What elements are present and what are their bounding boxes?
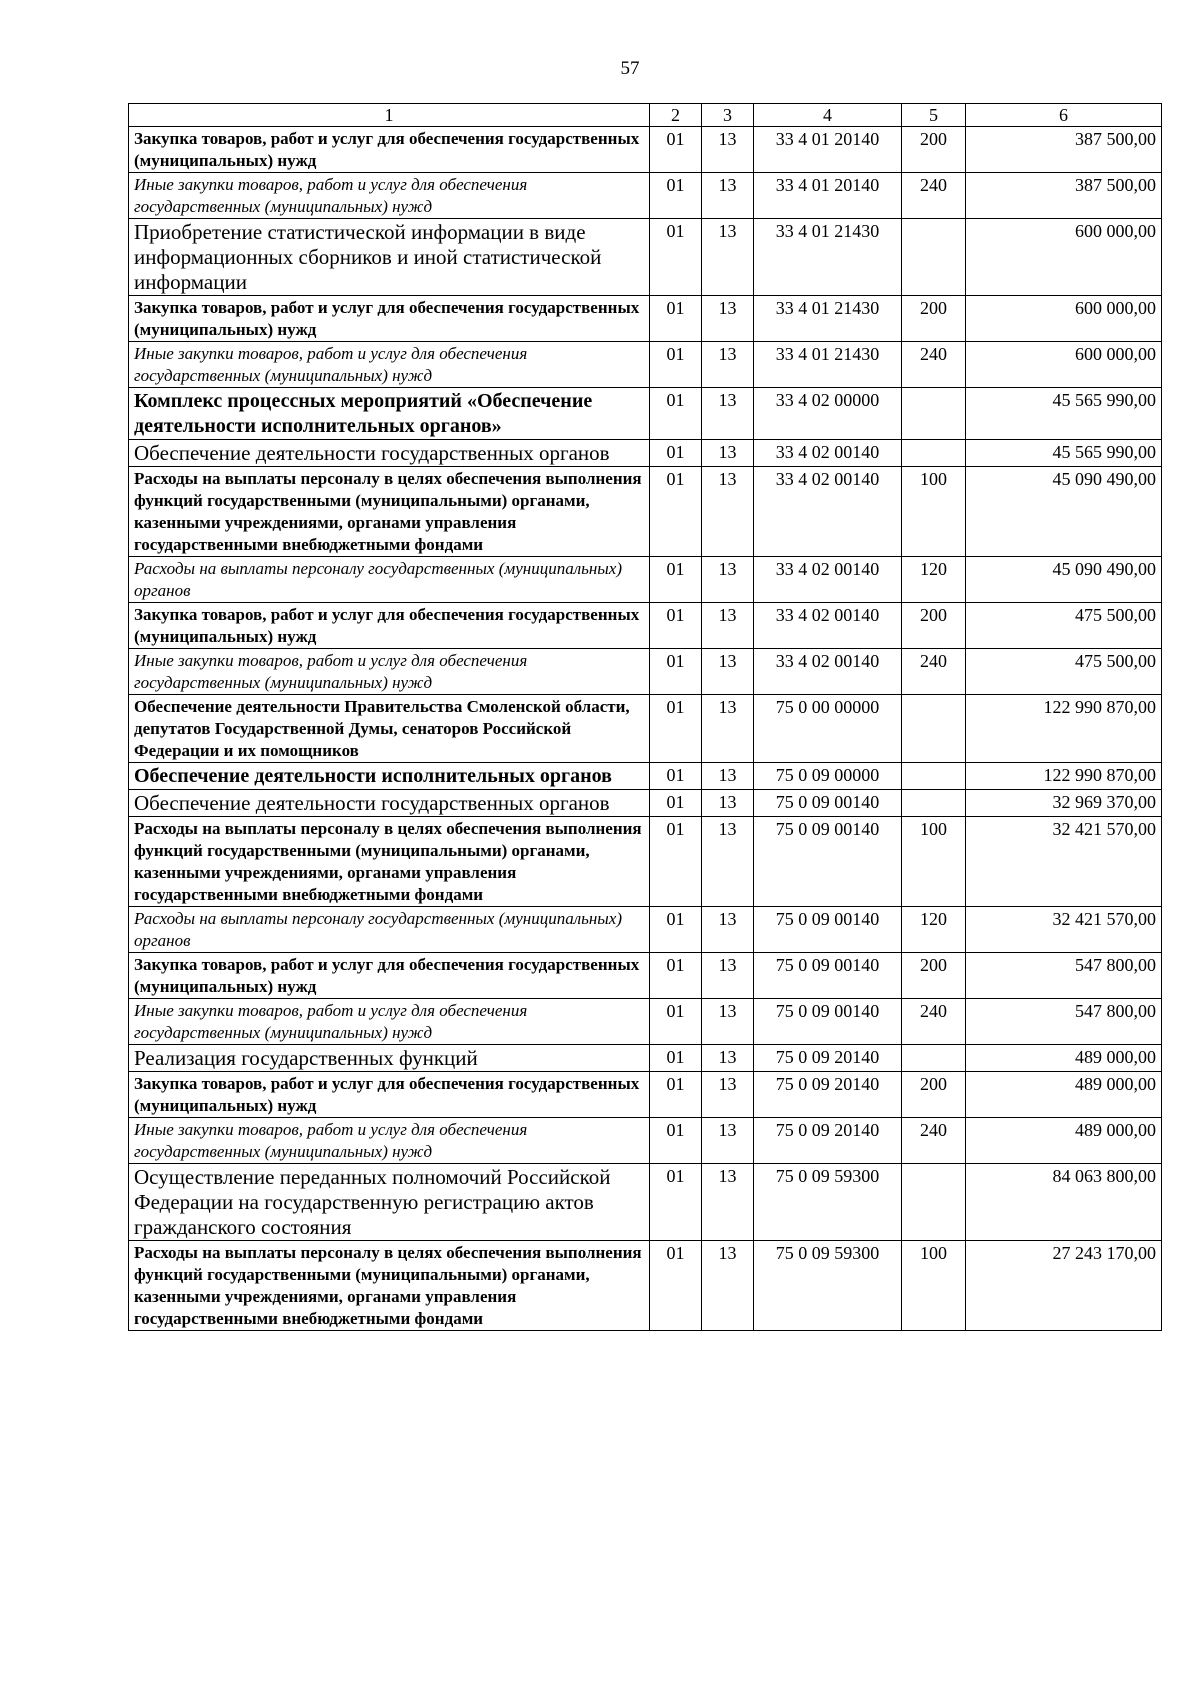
target-item-code-cell: 75 0 09 00000 bbox=[754, 763, 902, 790]
target-item-code-cell: 33 4 02 00140 bbox=[754, 467, 902, 557]
amount-cell: 489 000,00 bbox=[966, 1072, 1162, 1118]
row-name-cell: Комплекс процессных мероприятий «Обеспечение деятельности исполнительных органов» bbox=[129, 388, 650, 440]
row-name-cell: Обеспечение деятельности государственных органов bbox=[129, 440, 650, 467]
header-cell-2: 2 bbox=[650, 104, 702, 127]
target-item-code-cell: 33 4 02 00140 bbox=[754, 557, 902, 603]
amount-cell: 475 500,00 bbox=[966, 649, 1162, 695]
table-row bbox=[129, 296, 1162, 342]
amount-cell: 600 000,00 bbox=[966, 296, 1162, 342]
subsection-code-cell: 13 bbox=[702, 557, 754, 603]
row-name-cell: Расходы на выплаты персоналу в целях обеспечения выполнения функций государственными (муниципальными) органами, казенными учреждениями, органами управления государственными внебюджетными фондами bbox=[129, 817, 650, 907]
header-cell-5: 5 bbox=[902, 104, 966, 127]
row-name-cell: Иные закупки товаров, работ и услуг для обеспечения государственных (муниципальных) нужд bbox=[129, 649, 650, 695]
target-item-code-cell: 75 0 09 00140 bbox=[754, 817, 902, 907]
header-cell-4: 4 bbox=[754, 104, 902, 127]
section-code-cell: 01 bbox=[650, 695, 702, 763]
row-name-cell: Обеспечение деятельности исполнительных органов bbox=[129, 763, 650, 790]
amount-cell: 489 000,00 bbox=[966, 1045, 1162, 1072]
subsection-code-cell: 13 bbox=[702, 1045, 754, 1072]
target-item-code-cell: 33 4 01 21430 bbox=[754, 296, 902, 342]
target-item-code-cell: 33 4 01 21430 bbox=[754, 342, 902, 388]
section-code-cell: 01 bbox=[650, 603, 702, 649]
table-row bbox=[129, 219, 1162, 296]
amount-cell: 547 800,00 bbox=[966, 953, 1162, 999]
expense-type-code-cell: 240 bbox=[902, 173, 966, 219]
row-name-cell: Закупка товаров, работ и услуг для обеспечения государственных (муниципальных) нужд bbox=[129, 296, 650, 342]
table-row bbox=[129, 817, 1162, 907]
expense-type-code-cell bbox=[902, 1045, 966, 1072]
budget-table bbox=[128, 103, 1162, 1331]
subsection-code-cell: 13 bbox=[702, 440, 754, 467]
header-cell-6: 6 bbox=[966, 104, 1162, 127]
row-name-cell: Расходы на выплаты персоналу государственных (муниципальных) органов bbox=[129, 557, 650, 603]
section-code-cell: 01 bbox=[650, 1072, 702, 1118]
expense-type-code-cell: 240 bbox=[902, 999, 966, 1045]
header-cell-3: 3 bbox=[702, 104, 754, 127]
target-item-code-cell: 75 0 09 59300 bbox=[754, 1241, 902, 1331]
target-item-code-cell: 33 4 01 21430 bbox=[754, 219, 902, 296]
row-name-cell: Реализация государственных функций bbox=[129, 1045, 650, 1072]
subsection-code-cell: 13 bbox=[702, 907, 754, 953]
row-name-cell: Расходы на выплаты персоналу в целях обеспечения выполнения функций государственными (муниципальными) органами, казенными учреждениями, органами управления государственными внебюджетными фондами bbox=[129, 1241, 650, 1331]
section-code-cell: 01 bbox=[650, 1118, 702, 1164]
amount-cell: 27 243 170,00 bbox=[966, 1241, 1162, 1331]
amount-cell: 32 421 570,00 bbox=[966, 817, 1162, 907]
amount-cell: 32 969 370,00 bbox=[966, 790, 1162, 817]
table-row bbox=[129, 1045, 1162, 1072]
subsection-code-cell: 13 bbox=[702, 695, 754, 763]
expense-type-code-cell: 100 bbox=[902, 467, 966, 557]
expense-type-code-cell bbox=[902, 695, 966, 763]
section-code-cell: 01 bbox=[650, 342, 702, 388]
subsection-code-cell: 13 bbox=[702, 817, 754, 907]
row-name-cell: Приобретение статистической информации в виде информационных сборников и иной статистической информации bbox=[129, 219, 650, 296]
section-code-cell: 01 bbox=[650, 790, 702, 817]
target-item-code-cell: 75 0 09 59300 bbox=[754, 1164, 902, 1241]
table-row bbox=[129, 907, 1162, 953]
subsection-code-cell: 13 bbox=[702, 999, 754, 1045]
amount-cell: 45 090 490,00 bbox=[966, 557, 1162, 603]
amount-cell: 122 990 870,00 bbox=[966, 763, 1162, 790]
subsection-code-cell: 13 bbox=[702, 1118, 754, 1164]
subsection-code-cell: 13 bbox=[702, 790, 754, 817]
subsection-code-cell: 13 bbox=[702, 1072, 754, 1118]
target-item-code-cell: 33 4 01 20140 bbox=[754, 173, 902, 219]
table-row bbox=[129, 127, 1162, 173]
section-code-cell: 01 bbox=[650, 173, 702, 219]
table-row bbox=[129, 1241, 1162, 1331]
section-code-cell: 01 bbox=[650, 1164, 702, 1241]
table-row bbox=[129, 388, 1162, 440]
expense-type-code-cell bbox=[902, 1164, 966, 1241]
table-row bbox=[129, 1072, 1162, 1118]
target-item-code-cell: 33 4 02 00140 bbox=[754, 649, 902, 695]
page-number: 57 bbox=[620, 58, 640, 79]
expense-type-code-cell: 200 bbox=[902, 1072, 966, 1118]
table-row bbox=[129, 603, 1162, 649]
expense-type-code-cell: 200 bbox=[902, 603, 966, 649]
expense-type-code-cell: 120 bbox=[902, 557, 966, 603]
section-code-cell: 01 bbox=[650, 1045, 702, 1072]
expense-type-code-cell bbox=[902, 440, 966, 467]
subsection-code-cell: 13 bbox=[702, 603, 754, 649]
amount-cell: 387 500,00 bbox=[966, 173, 1162, 219]
section-code-cell: 01 bbox=[650, 907, 702, 953]
table-row bbox=[129, 649, 1162, 695]
row-name-cell: Закупка товаров, работ и услуг для обеспечения государственных (муниципальных) нужд bbox=[129, 603, 650, 649]
table-row bbox=[129, 999, 1162, 1045]
amount-cell: 475 500,00 bbox=[966, 603, 1162, 649]
section-code-cell: 01 bbox=[650, 296, 702, 342]
subsection-code-cell: 13 bbox=[702, 1164, 754, 1241]
table-row bbox=[129, 467, 1162, 557]
subsection-code-cell: 13 bbox=[702, 219, 754, 296]
row-name-cell: Закупка товаров, работ и услуг для обеспечения государственных (муниципальных) нужд bbox=[129, 1072, 650, 1118]
table-row bbox=[129, 1164, 1162, 1241]
expense-type-code-cell bbox=[902, 219, 966, 296]
row-name-cell: Обеспечение деятельности Правительства Смоленской области, депутатов Государственной Думы, сенаторов Российской Федерации и их помощников bbox=[129, 695, 650, 763]
expense-type-code-cell: 240 bbox=[902, 649, 966, 695]
amount-cell: 45 565 990,00 bbox=[966, 440, 1162, 467]
section-code-cell: 01 bbox=[650, 557, 702, 603]
row-name-cell: Закупка товаров, работ и услуг для обеспечения государственных (муниципальных) нужд bbox=[129, 127, 650, 173]
section-code-cell: 01 bbox=[650, 649, 702, 695]
section-code-cell: 01 bbox=[650, 763, 702, 790]
subsection-code-cell: 13 bbox=[702, 388, 754, 440]
row-name-cell: Иные закупки товаров, работ и услуг для обеспечения государственных (муниципальных) нужд bbox=[129, 999, 650, 1045]
amount-cell: 84 063 800,00 bbox=[966, 1164, 1162, 1241]
section-code-cell: 01 bbox=[650, 953, 702, 999]
target-item-code-cell: 75 0 09 00140 bbox=[754, 953, 902, 999]
section-code-cell: 01 bbox=[650, 127, 702, 173]
amount-cell: 122 990 870,00 bbox=[966, 695, 1162, 763]
expense-type-code-cell: 100 bbox=[902, 817, 966, 907]
amount-cell: 600 000,00 bbox=[966, 342, 1162, 388]
amount-cell: 45 565 990,00 bbox=[966, 388, 1162, 440]
amount-cell: 45 090 490,00 bbox=[966, 467, 1162, 557]
amount-cell: 600 000,00 bbox=[966, 219, 1162, 296]
subsection-code-cell: 13 bbox=[702, 1241, 754, 1331]
row-name-cell: Обеспечение деятельности государственных органов bbox=[129, 790, 650, 817]
section-code-cell: 01 bbox=[650, 999, 702, 1045]
header-cell-1: 1 bbox=[129, 104, 650, 127]
target-item-code-cell: 75 0 09 00140 bbox=[754, 999, 902, 1045]
subsection-code-cell: 13 bbox=[702, 467, 754, 557]
table-row bbox=[129, 557, 1162, 603]
table-row bbox=[129, 173, 1162, 219]
subsection-code-cell: 13 bbox=[702, 296, 754, 342]
expense-type-code-cell bbox=[902, 763, 966, 790]
target-item-code-cell: 33 4 02 00140 bbox=[754, 603, 902, 649]
amount-cell: 547 800,00 bbox=[966, 999, 1162, 1045]
table-row bbox=[129, 1118, 1162, 1164]
table-body bbox=[129, 127, 1162, 1331]
table-row bbox=[129, 695, 1162, 763]
subsection-code-cell: 13 bbox=[702, 953, 754, 999]
table-row bbox=[129, 763, 1162, 790]
target-item-code-cell: 75 0 09 20140 bbox=[754, 1072, 902, 1118]
subsection-code-cell: 13 bbox=[702, 127, 754, 173]
target-item-code-cell: 33 4 02 00000 bbox=[754, 388, 902, 440]
table-row bbox=[129, 440, 1162, 467]
target-item-code-cell: 75 0 09 20140 bbox=[754, 1045, 902, 1072]
row-name-cell: Осуществление переданных полномочий Российской Федерации на государственную регистрацию актов гражданского состояния bbox=[129, 1164, 650, 1241]
row-name-cell: Расходы на выплаты персоналу в целях обеспечения выполнения функций государственными (муниципальными) органами, казенными учреждениями, органами управления государственными внебюджетными фондами bbox=[129, 467, 650, 557]
target-item-code-cell: 75 0 09 20140 bbox=[754, 1118, 902, 1164]
expense-type-code-cell: 100 bbox=[902, 1241, 966, 1331]
row-name-cell: Иные закупки товаров, работ и услуг для обеспечения государственных (муниципальных) нужд bbox=[129, 173, 650, 219]
target-item-code-cell: 75 0 09 00140 bbox=[754, 907, 902, 953]
section-code-cell: 01 bbox=[650, 467, 702, 557]
subsection-code-cell: 13 bbox=[702, 342, 754, 388]
expense-type-code-cell: 120 bbox=[902, 907, 966, 953]
subsection-code-cell: 13 bbox=[702, 763, 754, 790]
row-name-cell: Иные закупки товаров, работ и услуг для обеспечения государственных (муниципальных) нужд bbox=[129, 342, 650, 388]
section-code-cell: 01 bbox=[650, 388, 702, 440]
table-row bbox=[129, 790, 1162, 817]
amount-cell: 387 500,00 bbox=[966, 127, 1162, 173]
table-row bbox=[129, 342, 1162, 388]
target-item-code-cell: 33 4 02 00140 bbox=[754, 440, 902, 467]
target-item-code-cell: 33 4 01 20140 bbox=[754, 127, 902, 173]
expense-type-code-cell bbox=[902, 790, 966, 817]
row-name-cell: Закупка товаров, работ и услуг для обеспечения государственных (муниципальных) нужд bbox=[129, 953, 650, 999]
expense-type-code-cell: 200 bbox=[902, 953, 966, 999]
row-name-cell: Расходы на выплаты персоналу государственных (муниципальных) органов bbox=[129, 907, 650, 953]
section-code-cell: 01 bbox=[650, 440, 702, 467]
expense-type-code-cell: 200 bbox=[902, 296, 966, 342]
section-code-cell: 01 bbox=[650, 219, 702, 296]
subsection-code-cell: 13 bbox=[702, 649, 754, 695]
expense-type-code-cell: 240 bbox=[902, 342, 966, 388]
section-code-cell: 01 bbox=[650, 1241, 702, 1331]
target-item-code-cell: 75 0 09 00140 bbox=[754, 790, 902, 817]
subsection-code-cell: 13 bbox=[702, 173, 754, 219]
expense-type-code-cell bbox=[902, 388, 966, 440]
table-row bbox=[129, 953, 1162, 999]
amount-cell: 32 421 570,00 bbox=[966, 907, 1162, 953]
expense-type-code-cell: 240 bbox=[902, 1118, 966, 1164]
expense-type-code-cell: 200 bbox=[902, 127, 966, 173]
header-row bbox=[129, 104, 1162, 127]
section-code-cell: 01 bbox=[650, 817, 702, 907]
amount-cell: 489 000,00 bbox=[966, 1118, 1162, 1164]
row-name-cell: Иные закупки товаров, работ и услуг для обеспечения государственных (муниципальных) нужд bbox=[129, 1118, 650, 1164]
target-item-code-cell: 75 0 00 00000 bbox=[754, 695, 902, 763]
